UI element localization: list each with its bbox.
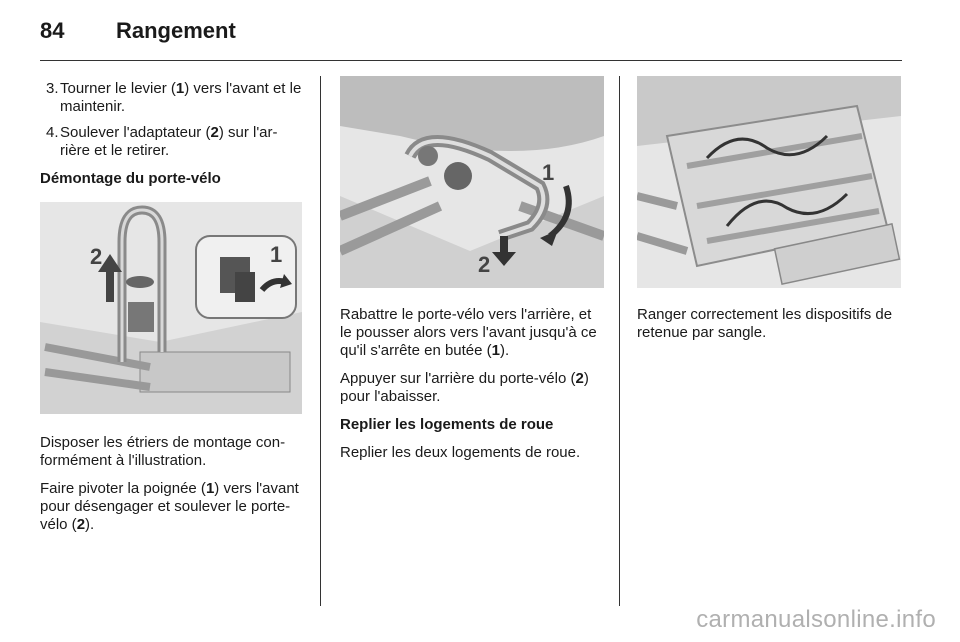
step-list bbox=[40, 80, 302, 160]
column-3 bbox=[637, 80, 901, 352]
illustration-bike-carrier-removal bbox=[40, 202, 302, 414]
illustration-fold-carrier bbox=[340, 76, 604, 288]
paragraph: Rabattre le porte-vélo vers l'arrière, et le pousser alors vers l'avant jusqu'à ce qu'il s'arrête en butée (1). bbox=[340, 306, 597, 359]
list-item: 3. Tourner le levier (1) vers l'avant et le maintenir. bbox=[46, 80, 302, 115]
column-2 bbox=[340, 80, 604, 472]
paragraph: Ranger correctement les dispositifs de retenue par sangle. bbox=[637, 306, 893, 341]
paragraph: Disposer les étriers de montage con-formément à l'illustration. bbox=[40, 434, 286, 469]
paragraph: Faire pivoter la poignée (1) vers l'avant pour désengager et soulever le porte-vélo (2). bbox=[40, 480, 299, 533]
figure-label-1: 1 bbox=[542, 160, 555, 185]
paragraph: Appuyer sur l'arrière du porte-vélo (2) pour l'abaisser. bbox=[340, 370, 589, 405]
figure-label-2: 2 bbox=[90, 244, 103, 269]
section-heading: Replier les logements de roue bbox=[340, 416, 554, 433]
page-number: 84 bbox=[40, 18, 65, 43]
figure-label-1: 1 bbox=[270, 242, 283, 267]
page-header bbox=[40, 14, 902, 58]
chapter-title: Rangement bbox=[116, 18, 236, 43]
column-divider-2 bbox=[619, 76, 620, 606]
header-divider bbox=[40, 60, 902, 61]
watermark: carmanualsonline.info bbox=[696, 606, 936, 633]
column-1 bbox=[40, 80, 302, 544]
figure-label-2: 2 bbox=[478, 252, 491, 277]
paragraph: Replier les deux logements de roue. bbox=[340, 444, 581, 461]
list-item: 4. Soulever l'adaptateur (2) sur l'ar-rière et le retirer. bbox=[46, 124, 278, 159]
illustration-strap-storage bbox=[637, 76, 901, 288]
column-divider-1 bbox=[320, 76, 321, 606]
section-heading: Démontage du porte-vélo bbox=[40, 170, 221, 187]
